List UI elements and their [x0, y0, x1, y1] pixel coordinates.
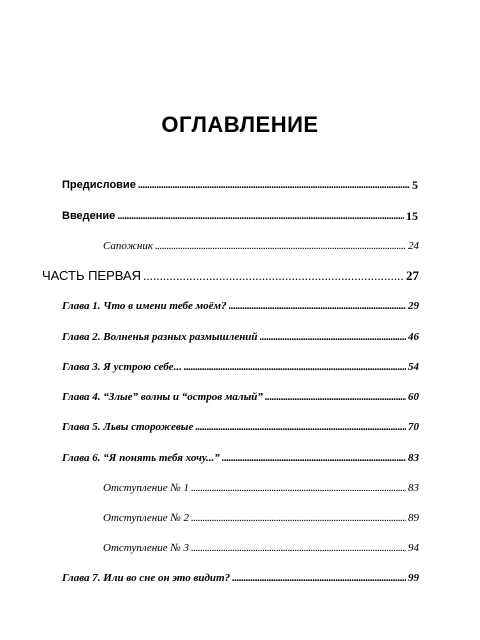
toc-entry-label: Глава 2. Волненья разных размышлений — [62, 331, 258, 343]
toc-entry-page: 15 — [406, 209, 418, 223]
toc-entry-label: Глава 3. Я устрою себе... — [62, 361, 182, 373]
dot-leader — [143, 267, 404, 285]
dot-leader — [155, 237, 406, 255]
toc-entry-page: 27 — [406, 268, 419, 283]
toc-entry-introduction[interactable] — [62, 207, 418, 225]
toc-entry-page: 24 — [408, 240, 419, 252]
toc-entry-preface[interactable] — [62, 176, 418, 194]
dot-leader — [191, 539, 406, 557]
dot-leader — [222, 449, 406, 467]
toc-entry-digression-2[interactable] — [103, 509, 419, 527]
toc-entry-label: Отступление № 1 — [103, 482, 189, 494]
toc-entry-digression-1[interactable] — [103, 479, 419, 497]
dot-leader — [184, 358, 406, 376]
toc-entry-label: Глава 6. “Я понять тебя хочу...” — [62, 452, 220, 464]
toc-entry-label: Отступление № 2 — [103, 512, 189, 524]
toc-entry-label: Глава 4. “Злые” волны и “остров малый” — [62, 391, 263, 403]
toc-entry-chapter-7[interactable] — [62, 569, 419, 587]
toc-entry-chapter-6[interactable] — [62, 449, 419, 467]
toc-entry-shoemaker[interactable] — [103, 237, 419, 255]
toc-entry-page: 99 — [408, 572, 419, 584]
toc-entry-page: 89 — [408, 512, 419, 524]
toc-entry-label: Глава 5. Львы сторожевые — [62, 421, 194, 433]
toc-entry-page: 29 — [408, 300, 419, 312]
toc-entry-part-one[interactable] — [42, 267, 419, 285]
dot-leader — [229, 297, 406, 315]
toc-entry-page: 94 — [408, 542, 419, 554]
toc-entry-chapter-1[interactable] — [62, 297, 419, 315]
dot-leader — [191, 509, 406, 527]
toc-entry-page: 5 — [412, 178, 418, 192]
toc-entry-page: 83 — [408, 482, 419, 494]
dot-leader — [260, 328, 406, 346]
toc-entry-page: 70 — [408, 421, 419, 433]
dot-leader — [265, 388, 406, 406]
toc-entry-label: Предисловие — [62, 179, 136, 191]
toc-entry-page: 54 — [408, 361, 419, 373]
dot-leader — [195, 418, 406, 436]
dot-leader — [232, 569, 406, 587]
toc-entry-label: Глава 1. Что в имени тебе моём? — [62, 300, 227, 312]
page-title: ОГЛАВЛЕНИЕ — [161, 112, 319, 137]
toc-entry-label: ЧАСТЬ ПЕРВАЯ — [42, 268, 142, 283]
toc-entry-chapter-2[interactable] — [62, 328, 419, 346]
dot-leader — [191, 479, 406, 497]
toc-entry-label: Глава 7. Или во сне он это видит? — [62, 572, 231, 584]
toc-entry-label: Сапожник — [103, 240, 153, 252]
toc-entry-page: 46 — [408, 331, 419, 343]
dot-leader — [138, 176, 410, 194]
toc-entry-label: Отступление № 3 — [103, 542, 189, 554]
toc-entry-chapter-3[interactable] — [62, 358, 419, 376]
toc-entry-label: Введение — [62, 210, 116, 222]
toc-entry-page: 83 — [408, 452, 419, 464]
dot-leader — [117, 207, 404, 225]
toc-entry-digression-3[interactable] — [103, 539, 419, 557]
toc-entry-page: 60 — [408, 391, 419, 403]
toc-entry-chapter-5[interactable] — [62, 418, 419, 436]
toc-entry-chapter-4[interactable] — [62, 388, 419, 406]
